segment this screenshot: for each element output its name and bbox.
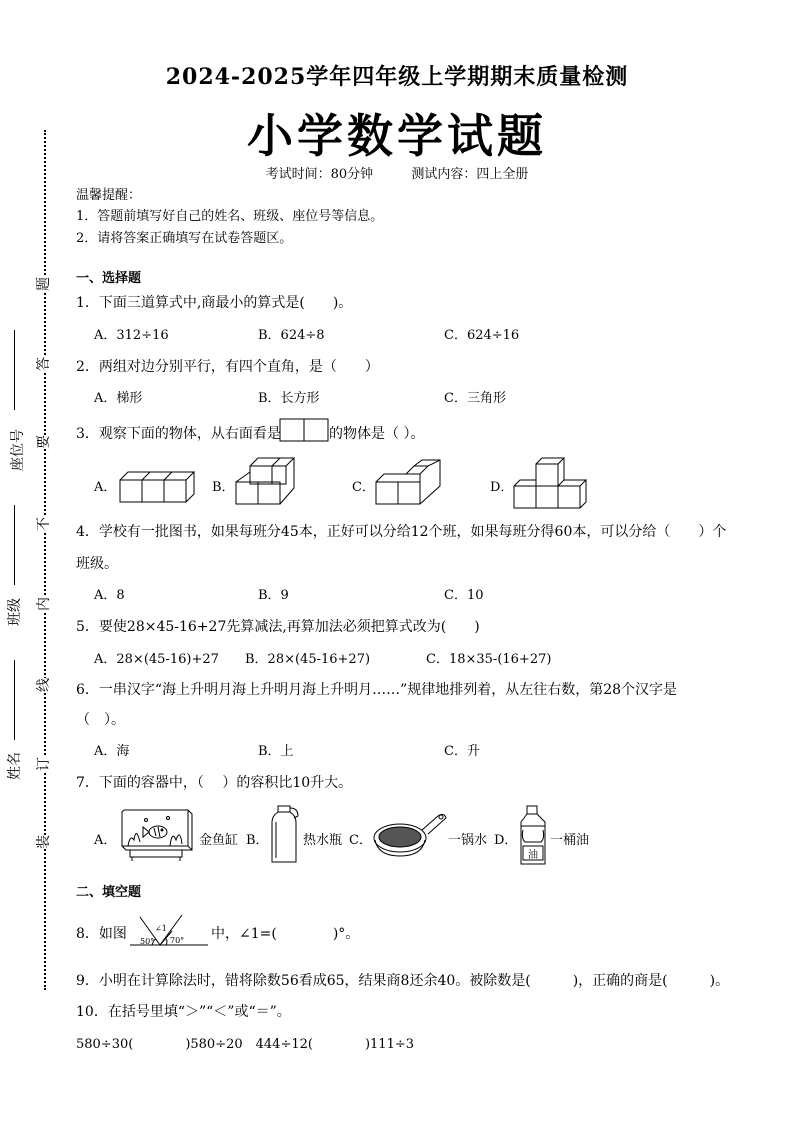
exam-info (0, 163, 794, 182)
frying-pan-icon (372, 806, 448, 862)
question-stem: 5．要使28×45-16+27先算减法,再算加法必须把算式改为( ) (76, 619, 480, 635)
option-a[interactable]: A．28×(45-16)+27 (94, 652, 219, 667)
option-b[interactable]: B．28×(45-16+27) (245, 652, 371, 667)
thermos-icon (268, 802, 302, 866)
seat-number-label: 座位号 (10, 429, 26, 471)
container-label: 金鱼缸 (199, 833, 239, 848)
exam-title: 小学数学试题 (247, 109, 547, 163)
reminder-heading: 温馨提醒： (76, 188, 142, 203)
question-stem: 3．观察下面的物体，从右面看是 (76, 426, 281, 442)
binding-char: 题 (31, 277, 55, 291)
option-d[interactable]: D． (490, 480, 514, 495)
container-label: 热水瓶 (303, 833, 343, 848)
option-b[interactable]: B．624÷8 (258, 328, 325, 343)
option-c[interactable]: C．624÷16 (444, 328, 520, 343)
binding-char: 线 (31, 678, 55, 692)
option-c[interactable]: C． (352, 480, 375, 495)
reminder-item: 2．请将答案正确填写在试卷答题区。 (76, 231, 293, 246)
option-a[interactable]: A． (94, 480, 117, 495)
question-stem: 1．下面三道算式中,商最小的算式是( )。 (76, 295, 353, 311)
option-b[interactable]: B． (246, 833, 269, 848)
class-label: 班级 (7, 598, 23, 626)
option-c[interactable]: C．三角形 (444, 391, 506, 406)
binding-char: 要 (31, 435, 55, 449)
question-stem: 8．如图 (76, 926, 127, 942)
binding-char: 订 (31, 757, 55, 771)
fish-tank-icon (118, 806, 194, 862)
section-heading: 二、填空题 (76, 885, 142, 900)
option-c[interactable]: C． (349, 833, 372, 848)
angle-label: 70° (170, 936, 185, 945)
question-stem-tail: 中，∠1=( )°。 (211, 926, 360, 942)
binding-char: 答 (31, 357, 55, 371)
reminder-item: 1．答题前填写好自己的姓名、班级、座位号等信息。 (76, 209, 384, 224)
name-field[interactable] (14, 660, 15, 740)
option-d[interactable]: D． (494, 833, 518, 848)
option-a[interactable]: A．8 (94, 588, 125, 603)
question-stem: 2．两组对边分别平行，有四个直角，是（ ） (76, 359, 379, 375)
option-b[interactable]: B．长方形 (258, 391, 320, 406)
option-c[interactable]: C．10 (444, 588, 484, 603)
cube-figure-d (514, 456, 590, 510)
option-a[interactable]: A．梯形 (94, 391, 143, 406)
option-c[interactable]: C．升 (444, 744, 480, 759)
class-field[interactable] (14, 505, 15, 585)
exam-content: 测试内容：四上全册 (411, 167, 529, 182)
name-label: 姓名 (7, 752, 23, 780)
option-b[interactable]: B． (212, 480, 235, 495)
angle-label: 50° (140, 937, 155, 946)
comparison-line: 580÷30( )580÷20 444÷12( )111÷3 (76, 1037, 415, 1052)
exam-supertitle: 2024-2025学年四年级上学期期末质量检测 (165, 64, 629, 90)
option-b[interactable]: B．9 (258, 588, 289, 603)
right-view-figure (279, 418, 329, 442)
oil-text: 油 (528, 850, 538, 861)
question-stem: 6．一串汉字“海上升明月海上升明月海上升明月……”规律地排列着，从左往右数，第28个汉字是 (76, 682, 678, 698)
cube-figure-c (376, 460, 444, 508)
binding-char: 装 (31, 835, 55, 849)
option-a[interactable]: A．312÷16 (94, 328, 169, 343)
cube-figure-a (120, 466, 192, 506)
binding-char: 不 (31, 517, 55, 531)
option-c[interactable]: C．18×35-(16+27) (426, 652, 552, 667)
seat-number-field[interactable] (14, 330, 15, 410)
question-stem-cont: （ ）。 (76, 712, 125, 728)
container-label: 一锅水 (448, 833, 488, 848)
oil-bottle-icon (515, 804, 549, 868)
cube-figure-b (236, 458, 298, 508)
question-stem: 10．在括号里填“＞”“＜”或“＝”。 (76, 1004, 291, 1020)
exam-time: 考试时间：80分钟 (265, 167, 374, 182)
question-stem-tail: 的物体是（ ）。 (329, 426, 425, 442)
question-stem-cont: 班级。 (76, 556, 118, 572)
question-stem: 9．小明在计算除法时，错将除数56看成65，结果商8还余40。被除数是( )，正确的商是( )。 (76, 973, 730, 989)
question-stem: 4．学校有一批图书，如果每班分45本，正好可以分给12个班，如果每班分得60本，可以分给（ ）个 (76, 524, 727, 540)
angle-label: ∠1 (155, 924, 167, 933)
option-b[interactable]: B．上 (258, 744, 294, 759)
angle-figure (128, 913, 210, 949)
container-label: 一桶油 (550, 833, 590, 848)
section-heading: 一、选择题 (76, 271, 142, 286)
question-stem: 7．下面的容器中，（ ）的容积比10升大。 (76, 775, 353, 791)
option-a[interactable]: A．海 (94, 744, 130, 759)
option-a[interactable]: A． (94, 833, 117, 848)
binding-dotted-line (44, 130, 46, 990)
binding-char: 内 (31, 597, 55, 611)
